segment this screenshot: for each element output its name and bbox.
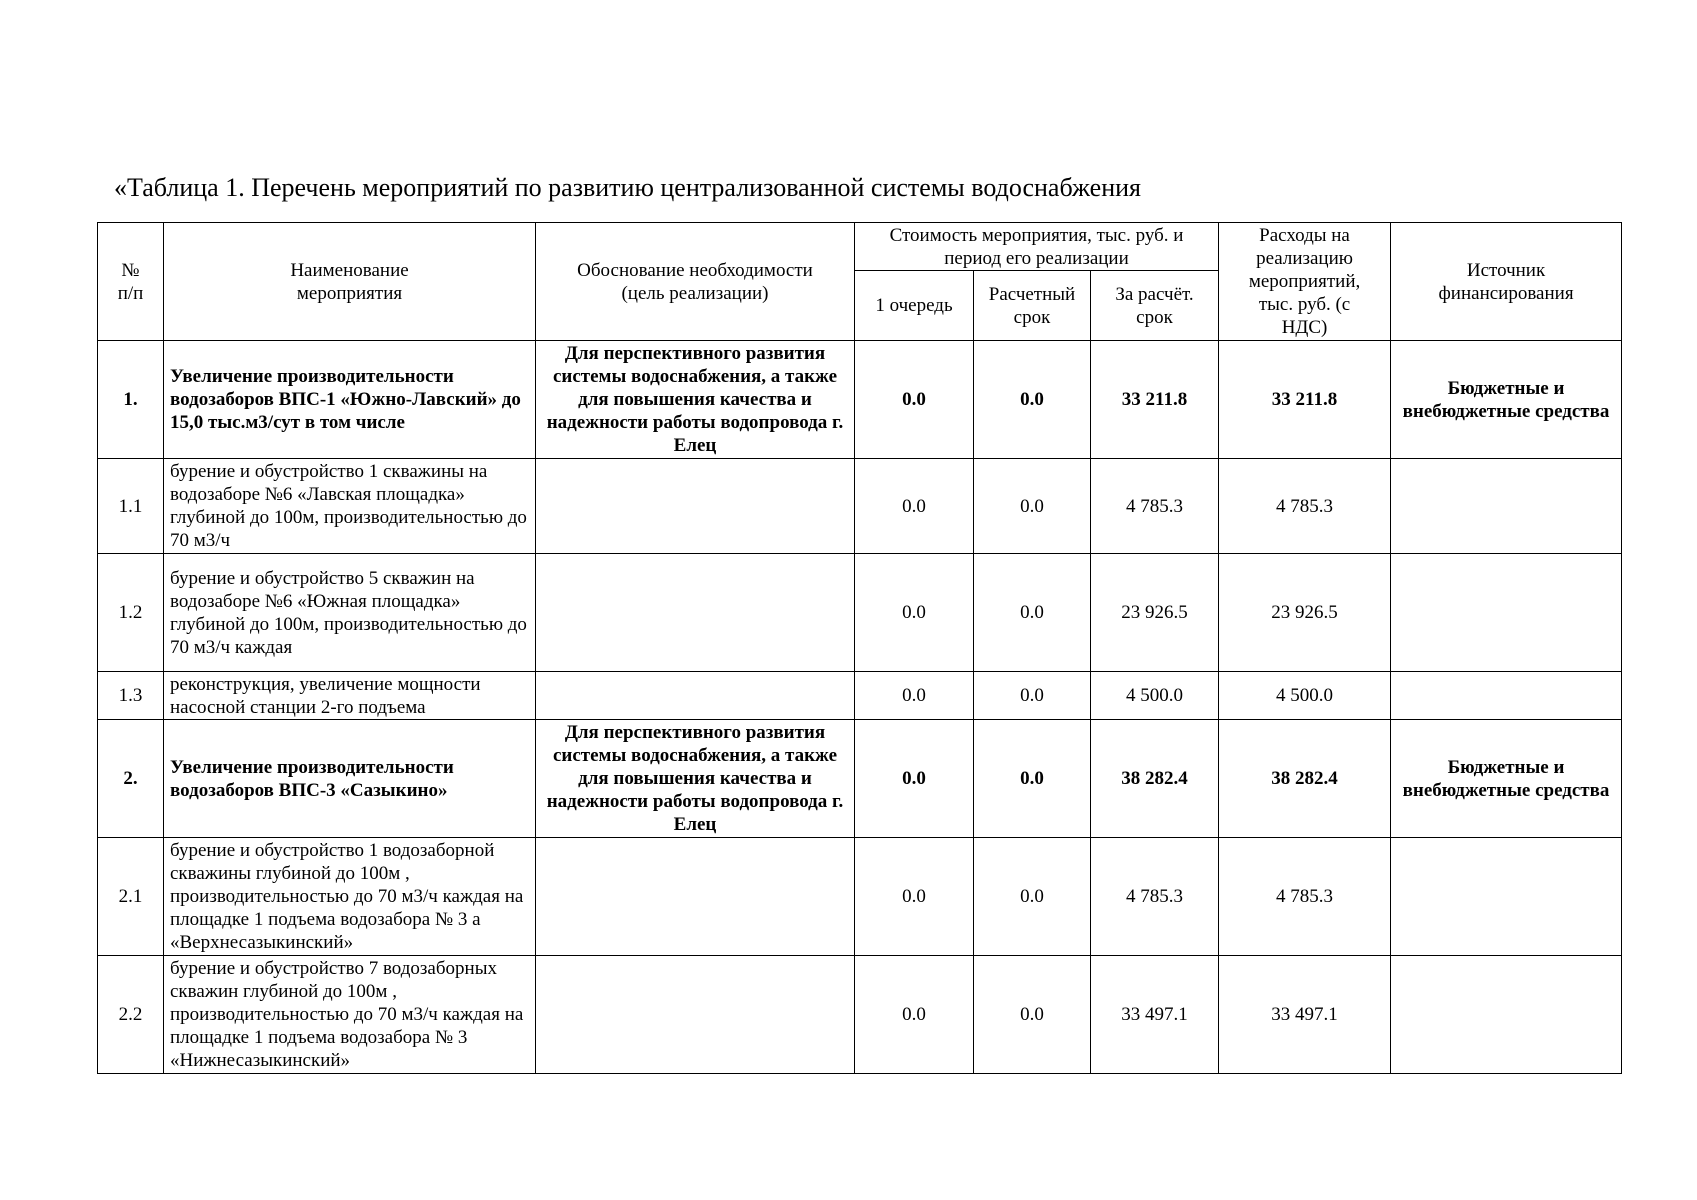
row-reason bbox=[536, 838, 855, 956]
table-row bbox=[98, 838, 1622, 956]
row-reason bbox=[536, 672, 855, 720]
row-source bbox=[1391, 554, 1622, 672]
row-expenses: 23 926.5 bbox=[1219, 554, 1391, 672]
row-reason bbox=[536, 554, 855, 672]
row-calc-term: 0.0 bbox=[974, 554, 1091, 672]
row-for-calc-term: 23 926.5 bbox=[1091, 554, 1219, 672]
row-name: реконструкция, увеличение мощности насосной станции 2-го подъема bbox=[164, 672, 536, 720]
row-reason bbox=[536, 459, 855, 554]
row-reason: Для перспективного развития системы водоснабжения, а также для повышения качества и надежности работы водопровода г. Елец bbox=[536, 341, 855, 459]
row-expenses: 4 785.3 bbox=[1219, 459, 1391, 554]
row-expenses: 33 211.8 bbox=[1219, 341, 1391, 459]
row-expenses: 4 500.0 bbox=[1219, 672, 1391, 720]
header-expenses: Расходы на реализацию мероприятий, тыс. руб. (с НДС) bbox=[1219, 223, 1391, 341]
row-calc-term: 0.0 bbox=[974, 459, 1091, 554]
row-source bbox=[1391, 838, 1622, 956]
row-calc-term: 0.0 bbox=[974, 838, 1091, 956]
table-row bbox=[98, 554, 1622, 672]
row-source bbox=[1391, 956, 1622, 1074]
row-reason: Для перспективного развития системы водоснабжения, а также для повышения качества и надежности работы водопровода г. Елец bbox=[536, 720, 855, 838]
row-expenses: 38 282.4 bbox=[1219, 720, 1391, 838]
header-stage1: 1 очередь bbox=[855, 271, 974, 341]
row-calc-term: 0.0 bbox=[974, 956, 1091, 1074]
row-source bbox=[1391, 459, 1622, 554]
row-stage1: 0.0 bbox=[855, 459, 974, 554]
row-name: Увеличение производительности водозаборов ВПС-1 «Южно-Лавский» до 15,0 тыс.м3/сут в том числе bbox=[164, 341, 536, 459]
row-stage1: 0.0 bbox=[855, 838, 974, 956]
row-for-calc-term: 4 785.3 bbox=[1091, 838, 1219, 956]
row-num: 2. bbox=[98, 720, 164, 838]
row-calc-term: 0.0 bbox=[974, 341, 1091, 459]
row-stage1: 0.0 bbox=[855, 956, 974, 1074]
row-name: Увеличение производительности водозаборов ВПС-3 «Сазыкино» bbox=[164, 720, 536, 838]
row-for-calc-term: 4 785.3 bbox=[1091, 459, 1219, 554]
header-calc-term: Расчетный срок bbox=[974, 271, 1091, 341]
page-title: «Таблица 1. Перечень мероприятий по развитию централизованной системы водоснабжения bbox=[114, 173, 1141, 202]
row-name: бурение и обустройство 1 водозаборной скважины глубиной до 100м , производительностью до 70 м3/ч каждая на площадке 1 подъема водозабора № 3 а «Верхнесазыкинский» bbox=[164, 838, 536, 956]
row-for-calc-term: 38 282.4 bbox=[1091, 720, 1219, 838]
header-name: Наименование мероприятия bbox=[164, 223, 536, 341]
row-reason bbox=[536, 956, 855, 1074]
row-source bbox=[1391, 672, 1622, 720]
row-name: бурение и обустройство 5 скважин на водозаборе №6 «Южная площадка» глубиной до 100м, производительностью до 70 м3/ч каждая bbox=[164, 554, 536, 672]
row-name: бурение и обустройство 7 водозаборных скважин глубиной до 100м , производительностью до 70 м3/ч каждая на площадке 1 подъема водозабора № 3 «Нижнесазыкинский» bbox=[164, 956, 536, 1074]
table-row bbox=[98, 720, 1622, 838]
row-for-calc-term: 33 211.8 bbox=[1091, 341, 1219, 459]
table-row bbox=[98, 956, 1622, 1074]
table-row bbox=[98, 672, 1622, 720]
row-stage1: 0.0 bbox=[855, 672, 974, 720]
row-num: 1.3 bbox=[98, 672, 164, 720]
row-num: 1.1 bbox=[98, 459, 164, 554]
row-name: бурение и обустройство 1 скважины на водозаборе №6 «Лавская площадка» глубиной до 100м, производительностью до 70 м3/ч bbox=[164, 459, 536, 554]
row-stage1: 0.0 bbox=[855, 341, 974, 459]
header-reason: Обоснование необходимости (цель реализации) bbox=[536, 223, 855, 341]
row-num: 2.1 bbox=[98, 838, 164, 956]
header-num: № п/п bbox=[98, 223, 164, 341]
header-cost-group: Стоимость мероприятия, тыс. руб. и период его реализации bbox=[855, 223, 1219, 271]
header-source: Источник финансирования bbox=[1391, 223, 1622, 341]
header-for-calc-term: За расчёт. срок bbox=[1091, 271, 1219, 341]
row-num: 2.2 bbox=[98, 956, 164, 1074]
row-source: Бюджетные и внебюджетные средства bbox=[1391, 341, 1622, 459]
row-expenses: 33 497.1 bbox=[1219, 956, 1391, 1074]
row-calc-term: 0.0 bbox=[974, 720, 1091, 838]
row-for-calc-term: 33 497.1 bbox=[1091, 956, 1219, 1074]
row-source: Бюджетные и внебюджетные средства bbox=[1391, 720, 1622, 838]
row-calc-term: 0.0 bbox=[974, 672, 1091, 720]
measures-table bbox=[97, 222, 1622, 1074]
row-num: 1. bbox=[98, 341, 164, 459]
row-stage1: 0.0 bbox=[855, 554, 974, 672]
table-row bbox=[98, 459, 1622, 554]
table-row bbox=[98, 341, 1622, 459]
row-num: 1.2 bbox=[98, 554, 164, 672]
row-stage1: 0.0 bbox=[855, 720, 974, 838]
row-expenses: 4 785.3 bbox=[1219, 838, 1391, 956]
row-for-calc-term: 4 500.0 bbox=[1091, 672, 1219, 720]
